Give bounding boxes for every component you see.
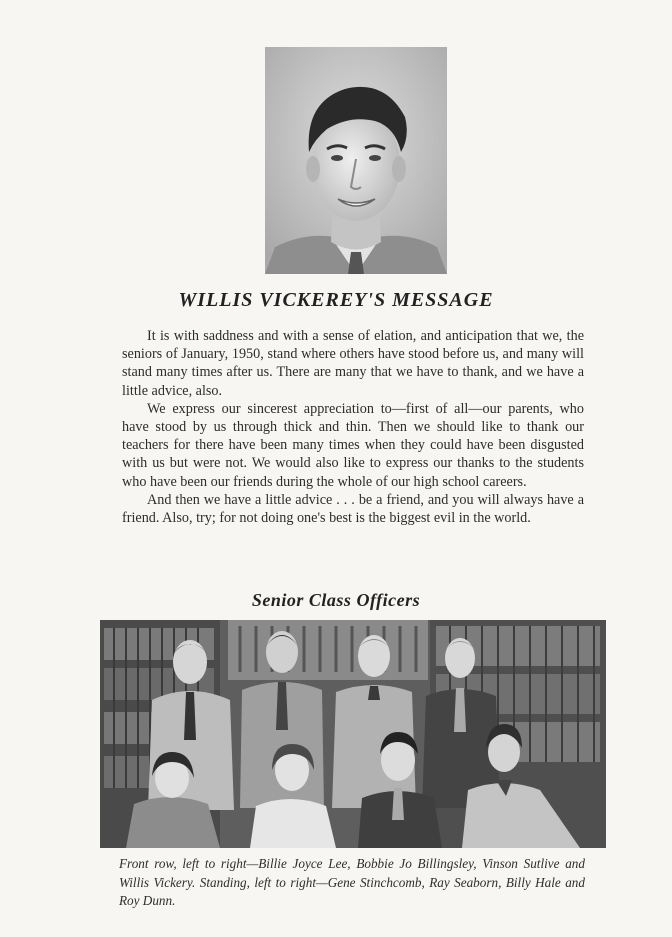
portrait-photo-image [265, 47, 447, 274]
message-paragraph: We express our sincerest appreciation to—first of all—our parents, who have stood by us through thick and thin. Then we should like to thank our teachers for there have been many times when they could have been disgusted with us but were not. We would also like to express our thanks to the students who have been our friends during the whole of our high school careers. [122, 400, 584, 490]
photo-caption: Front row, left to right—Billie Joyce Lee, Bobbie Jo Billingsley, Vinson Sutlive and Willis Vickery. Standing, left to right—Gene Stinchcomb, Ray Seaborn, Billy Hale and Roy Dunn. [119, 856, 585, 908]
group-photo [100, 620, 606, 848]
bookshelf-center [228, 620, 428, 680]
portrait-photo [265, 47, 447, 274]
message-title: WILLIS VICKEREY'S MESSAGE [178, 289, 494, 311]
message-body [122, 327, 584, 527]
message-paragraph: And then we have a little advice . . . be a friend, and you will always have a friend. Also, try; for not doing one's best is the biggest evil in the world. [122, 491, 584, 527]
message-paragraph: It is with saddness and with a sense of elation, and anticipation that we, the seniors of January, 1950, stand where others have stood before us, and many will stand many times after us. There are many that we have to thank, and we have a little advice, also. [122, 328, 584, 399]
group-photo-image [100, 620, 606, 848]
officers-title: Senior Class Officers [251, 590, 421, 610]
